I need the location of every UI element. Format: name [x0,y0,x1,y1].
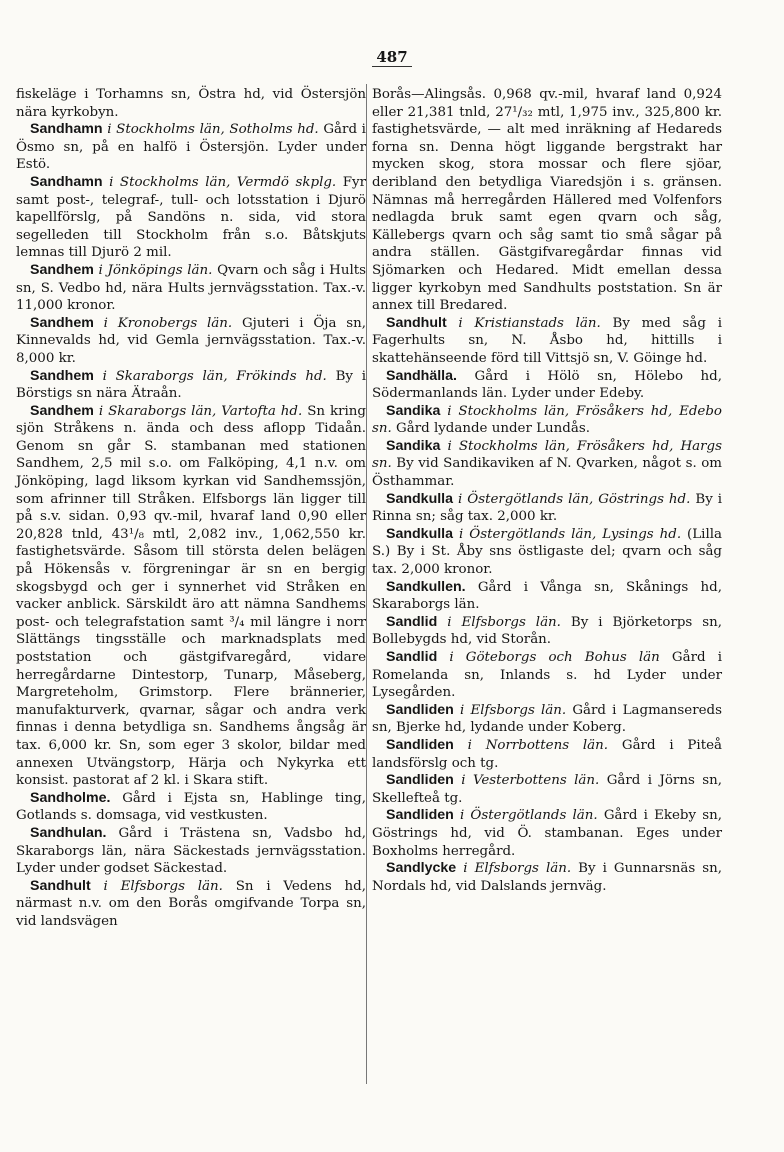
entry-text: Gjuteri i Öja sn, Kinnevalds hd, vid Gemla jernvägsstation. Tax.-v. 8,000 kr. [16,315,366,366]
entry-headword: Sandliden [386,701,454,718]
entry-headword: Sandliden [386,736,454,753]
entry-text: Gård i Hölö sn, Hölebo hd, Södermanlands län. Lyder under Edeby. [372,368,722,402]
dictionary-entry [372,614,722,649]
entry-headword: Sandhem [30,402,94,419]
dictionary-entry [372,86,722,315]
right-column [372,86,722,895]
entry-text: By i Gunnarsnäs sn, Nordals hd, vid Dalslands jernväg. [372,861,723,894]
entry-location: i Kronobergs län. [103,315,233,331]
entry-location: i Stockholms län, Frösåkers hd, Hargs sn. [372,438,723,472]
entry-location: i Skaraborgs län, Frökinds hd. [102,368,327,384]
entry-text: Gård i Piteå landsförslg och tg. [372,737,723,771]
entry-text: Gård i Trästena sn, Vadsbo hd, Skaraborgs län, nära Säckestads jernvägsstation. Lyder under godset Säckestad. [16,825,366,877]
entry-location: i Jönköpings län. [98,262,213,278]
page-number: 487 [0,48,784,66]
entry-headword: Sandkulla [386,490,454,507]
entry-headword: Sandhamn [30,121,103,138]
dictionary-entry [16,86,366,121]
entry-text: Gård i Ekeby sn, Göstrings hd, vid Ö. stambanan. Eges under Boxholms herregård. [372,808,722,859]
entry-location: i Göteborgs och Bohus län [449,650,660,665]
dictionary-entry [372,579,722,614]
entry-text: Gård lydande under Lundås. [396,421,590,437]
entry-location: i Elfsborgs län. [447,614,561,630]
dictionary-entry [372,526,722,579]
entry-text: Gård i Vånga sn, Skånings hd, Skaraborgs län. [372,579,722,613]
dictionary-entry [372,860,722,895]
entry-text: Gård i Lagmansereds sn, Bjerke hd, lydande under Koberg. [372,702,722,736]
dictionary-entry [372,438,722,491]
entry-headword: Sandhult [386,314,447,331]
dictionary-entry [372,368,722,403]
dictionary-entry [16,121,366,174]
entry-headword: Sandliden [386,772,454,789]
entry-text: By vid Sandikaviken af N. Qvarken, något s. om Östhammar. [372,456,722,490]
entry-location: i Stockholms län, Frösåkers hd, Edebo sn. [372,403,722,437]
entry-text: (Lilla S.) By i St. Åby sns östligaste del; qvarn och såg tax. 2,000 kronor. [372,526,722,578]
entry-text: Gård i Ösmo sn, på en halfö i Östersjön. Lyder under Estö. [16,122,366,173]
entry-text: fiskeläge i Torhamns sn, Östra hd, vid Östersjön nära kyrkobyn. [16,87,366,120]
dictionary-entry [372,649,722,702]
dictionary-entry [16,790,366,825]
dictionary-entry [372,737,722,772]
dictionary-entry [372,772,722,807]
entry-text: Gård i Ejsta sn, Hablinge ting, Gotlands s. domsaga, vid vestkusten. [16,790,366,824]
dictionary-entry [16,368,366,403]
entry-headword: Sandlid [386,613,438,630]
entry-location: i Norrbottens län. [467,737,609,753]
entry-location: i Kristianstads län. [458,315,601,331]
entry-text: Sn kring sjön Stråkens n. ända och dess aflopp Tidaån. Genom sn går S. stambanan med stationen Sandhem, 2,5 mil s.o. om Falköping, 4,1 n.v. om Jönköping, lagd liksom kyrkan vid Sandhemssjön, som afrinner till Stråken. Elfsborgs län ligger till på s.v. sidan. 0,93 qv.-mil, hvaraf land 0,90 eller 20,828 tnld, 43¹/₈ mtl, 2,082 inv., 1,062,550 kr. fastighetsvärde. Såsom till största delen belägen på Hökensås v. förgreningar är sn en bergig skogsbygd och ger i synnerhet vid Stråken en vacker anblick. Särskildt äro att nämna Sandhems post- och telegrafstation samt ³/₄ mil längre i norr Slättängs tingsställe och marknadsplats med poststation och gästgifvaregård, vidare herregårdarne Dintestorp, Tunarp, Måseberg, Margreteholm, Grimstorp. Flere brännerier, manufakturverk, qvarnar, sågar och andra verk finnas i denna betydliga sn. Sandhems ångsåg är tax. 6,000 kr. Sn, som eger 3 skolor, bildar med annexen Utvängstorp, Härja och Nykyrka ett konsist. pastorat af 2 kl. i Skara stift. [16,403,366,789]
entry-headword: Sandhem [30,367,94,384]
entry-headword: Sandhem [30,261,94,278]
entry-text: Qvarn och såg i Hults sn, S. Vedbo hd, nära Hults jernvägsstation. Tax.-v. 11,000 kronor. [16,262,366,314]
entry-location: i Vesterbottens län. [461,773,600,789]
dictionary-entry [16,315,366,368]
dictionary-entry [16,878,366,931]
entry-headword: Sandika [386,437,441,454]
dictionary-entry [372,403,722,438]
entry-headword: Sandhult [30,877,91,894]
entry-headword: Sandkullen. [386,578,466,595]
entry-text: By med såg i Fagerhults sn, N. Åsbo hd, hittills i skattehänseende förd till Vittsjö sn, V. Göinge hd. [372,315,722,366]
column-divider [366,84,367,1084]
entry-headword: Sandliden [386,807,454,824]
entry-location: i Östergötlands län, Lysings hd. [459,526,682,542]
entry-text: Borås—Alingsås. 0,968 qv.-mil, hvaraf land 0,924 eller 21,381 tnld, 27¹/₃₂ mtl, 1,975 inv., 325,800 kr. fastighetsvärde, — alt med inräkning af Hedareds forna sn. Denna högt liggande bergstrakt har mycken skog, stora mossar och flere sjöar, deribland den betydliga Viaredsjön i s. gränsen. Nämnas må herregården Hällered med Volfenfors nedlagda bruk samt egen qvarn och såg, Källebergs qvarn och såg samt tio små sågar på andra ställen. Gästgifvaregårdar finnas vid Sjömarken och Hedared. Midt emellan dessa ligger kyrkobyn med Sandhults poststation. Sn är annex till Bredared. [372,87,722,314]
entry-text: By i Rinna sn; såg tax. 2,000 kr. [372,491,723,525]
entry-location: i Östergötlands län, Göstrings hd. [458,491,691,507]
entry-location: i Stockholms län, Vermdö skplg. [109,174,337,190]
entry-headword: Sandholme. [30,789,111,806]
entry-location: i Elfsborgs län. [459,702,567,718]
dictionary-entry [16,403,366,790]
entry-headword: Sandlid [386,649,438,665]
entry-location: i Elfsborgs län. [103,878,223,894]
entry-text: By i Börstigs sn nära Ätraån. [16,368,366,402]
entry-headword: Sandhem [30,314,94,331]
dictionary-entry [16,262,366,315]
entry-headword: Sandlycke [386,860,457,877]
entry-text: Sn i Vedens hd, närmast n.v. om den Borås omgifvande Torpa sn, vid landsvägen [16,878,367,929]
entry-text: Fyr samt post-, telegraf-, tull- och lotsstation i Djurö kapellförslg, på Sandöns n. sida, vid stora segelleden till Stockholm från s.o. Båtskjuts lemnas till Djurö 2 mil. [16,174,366,261]
entry-headword: Sandhamn [30,173,103,190]
entry-headword: Sandika [386,402,441,419]
dictionary-entry [372,491,722,526]
entry-location: i Östergötlands län. [459,808,598,824]
entry-text: Gård i Jörns sn, Skellefteå tg. [372,773,723,806]
dictionary-entry [372,702,722,737]
dictionary-entry [16,825,366,878]
dictionary-entry [16,174,366,262]
entry-location: i Elfsborgs län. [463,861,572,877]
dictionary-entry [372,315,722,368]
entry-text: By i Björketorps sn, Bollebygds hd, vid Storån. [372,614,723,648]
entry-location: i Stockholms län, Sotholms hd. [107,122,319,138]
entry-headword: Sandkulla [386,525,454,542]
entry-location: i Skaraborgs län, Vartofta hd. [98,403,303,419]
entry-headword: Sandhälla. [386,367,457,384]
entry-headword: Sandhulan. [30,824,107,841]
left-column [16,86,366,931]
dictionary-entry [372,807,722,860]
entry-text: Gård i Romelanda sn, Inlands s. hd Lyder under Lysegården. [372,650,722,701]
